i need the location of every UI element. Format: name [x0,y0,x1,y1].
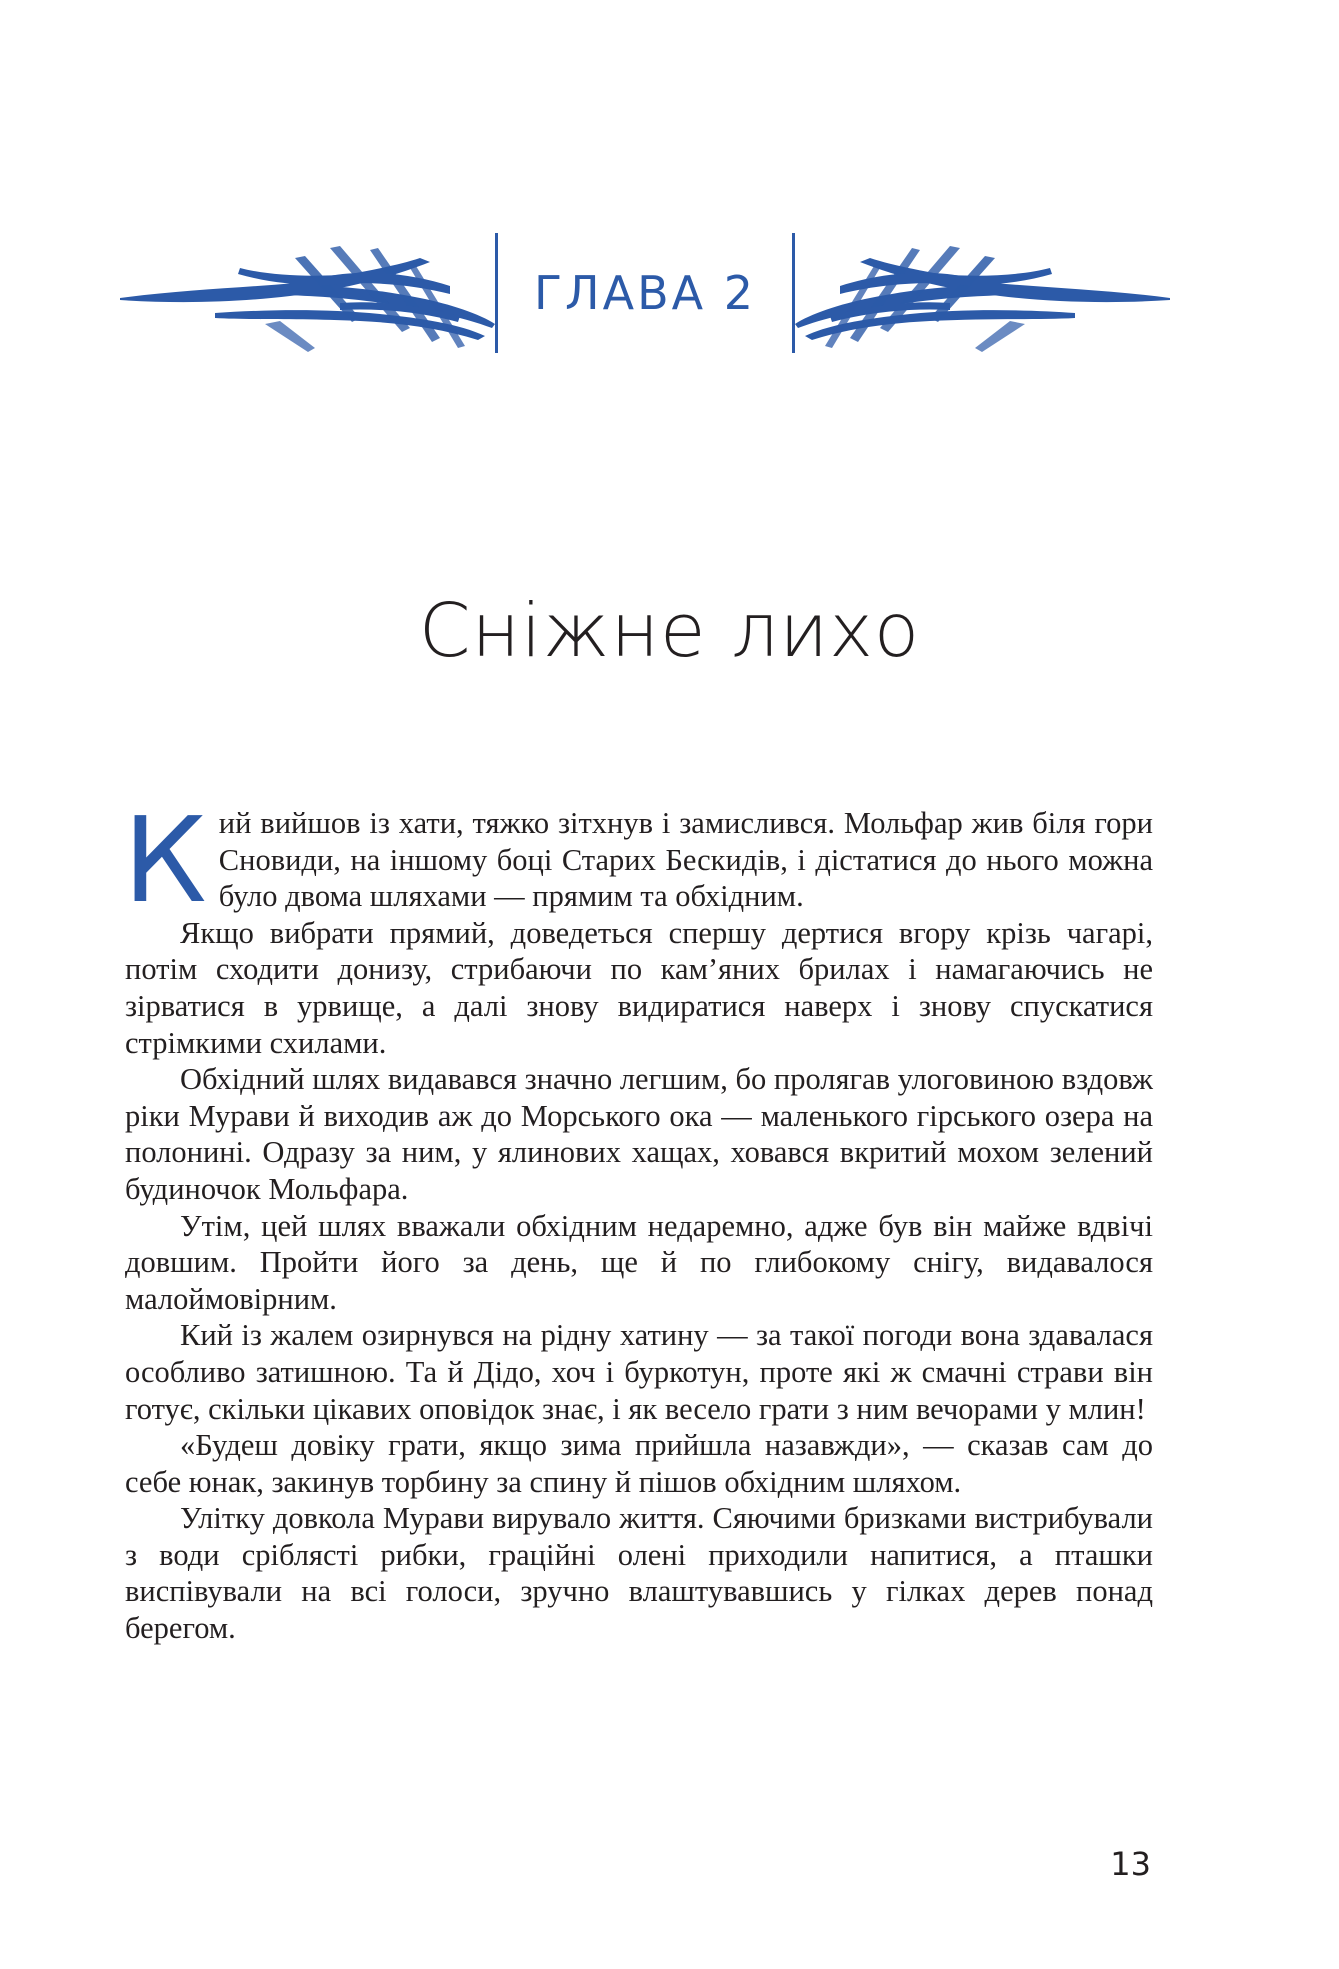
paragraph-3: Обхідний шлях видавався значно легшим, бо пролягав улоговиною вздовж ріки Мурави й виходив аж до Морського ока — маленького гірського озера на полонині. Одразу за ним, у ялинових хащах, ховався вкритий мохом зелений будиночок Мольфара. [125,1062,1153,1206]
paragraph-1 [123,791,1153,929]
paragraph-1-text: ий вийшов із хати, тяжко зітхнув і замислився. Мольфар жив біля гори Сновиди, на іншому боці Старих Бескидів, і дістатися до нього можна було двома шляхами — прямим та обхідним. [218,806,1153,914]
dropcap: К [123,791,207,929]
chapter-title: Сніжне лихо [418,588,921,674]
paragraph-4: Утім, цей шлях вважали обхідним недаремно, адже був він майже вдвічі довшим. Пройти його за день, ще й по глибокому снігу, видавалося малоймовірним. [125,1208,1153,1316]
paragraph-2: Якщо вибрати прямий, доведеться спершу дертися вгору крізь чагарі, потім сходити донизу, стрибаючи по кам’яних брилах і намагаючись не зірватися в урвище, а далі знову видиратися наверх і знову спускатися стрімкими схилами. [125,915,1153,1060]
chapter-label: ГЛАВА 2 [533,266,757,320]
paragraph-7: Улітку довкола Мурави вирувало життя. Сяючими бризками вистрибували з води сріблясті рибки, граційні олені приходили напитися, а пташки виспівували на всі голоси, зручно влаштувавшись у гілках дерев понад берегом. [125,1501,1153,1646]
paragraph-6: «Будеш довіку грати, якщо зима прийшла назавжди», — сказав сам до себе юнак, закинув торбину за спину й пішов обхідним шляхом. [125,1428,1153,1499]
chapter-header [120,228,1170,358]
page-number: 13 [1110,1845,1151,1883]
paragraph-5: Кий із жалем озирнувся на рідну хатину — за такої погоди вона здавалася особливо затишною. Та й Дідо, хоч і буркотун, проте які ж смачні страви він готує, скільки цікавих оповідок знає, і як весело грати з ним вечорами у млин! [125,1318,1153,1426]
body-text [123,791,1153,1647]
brush-stroke-ornament-right-icon [790,228,1170,358]
